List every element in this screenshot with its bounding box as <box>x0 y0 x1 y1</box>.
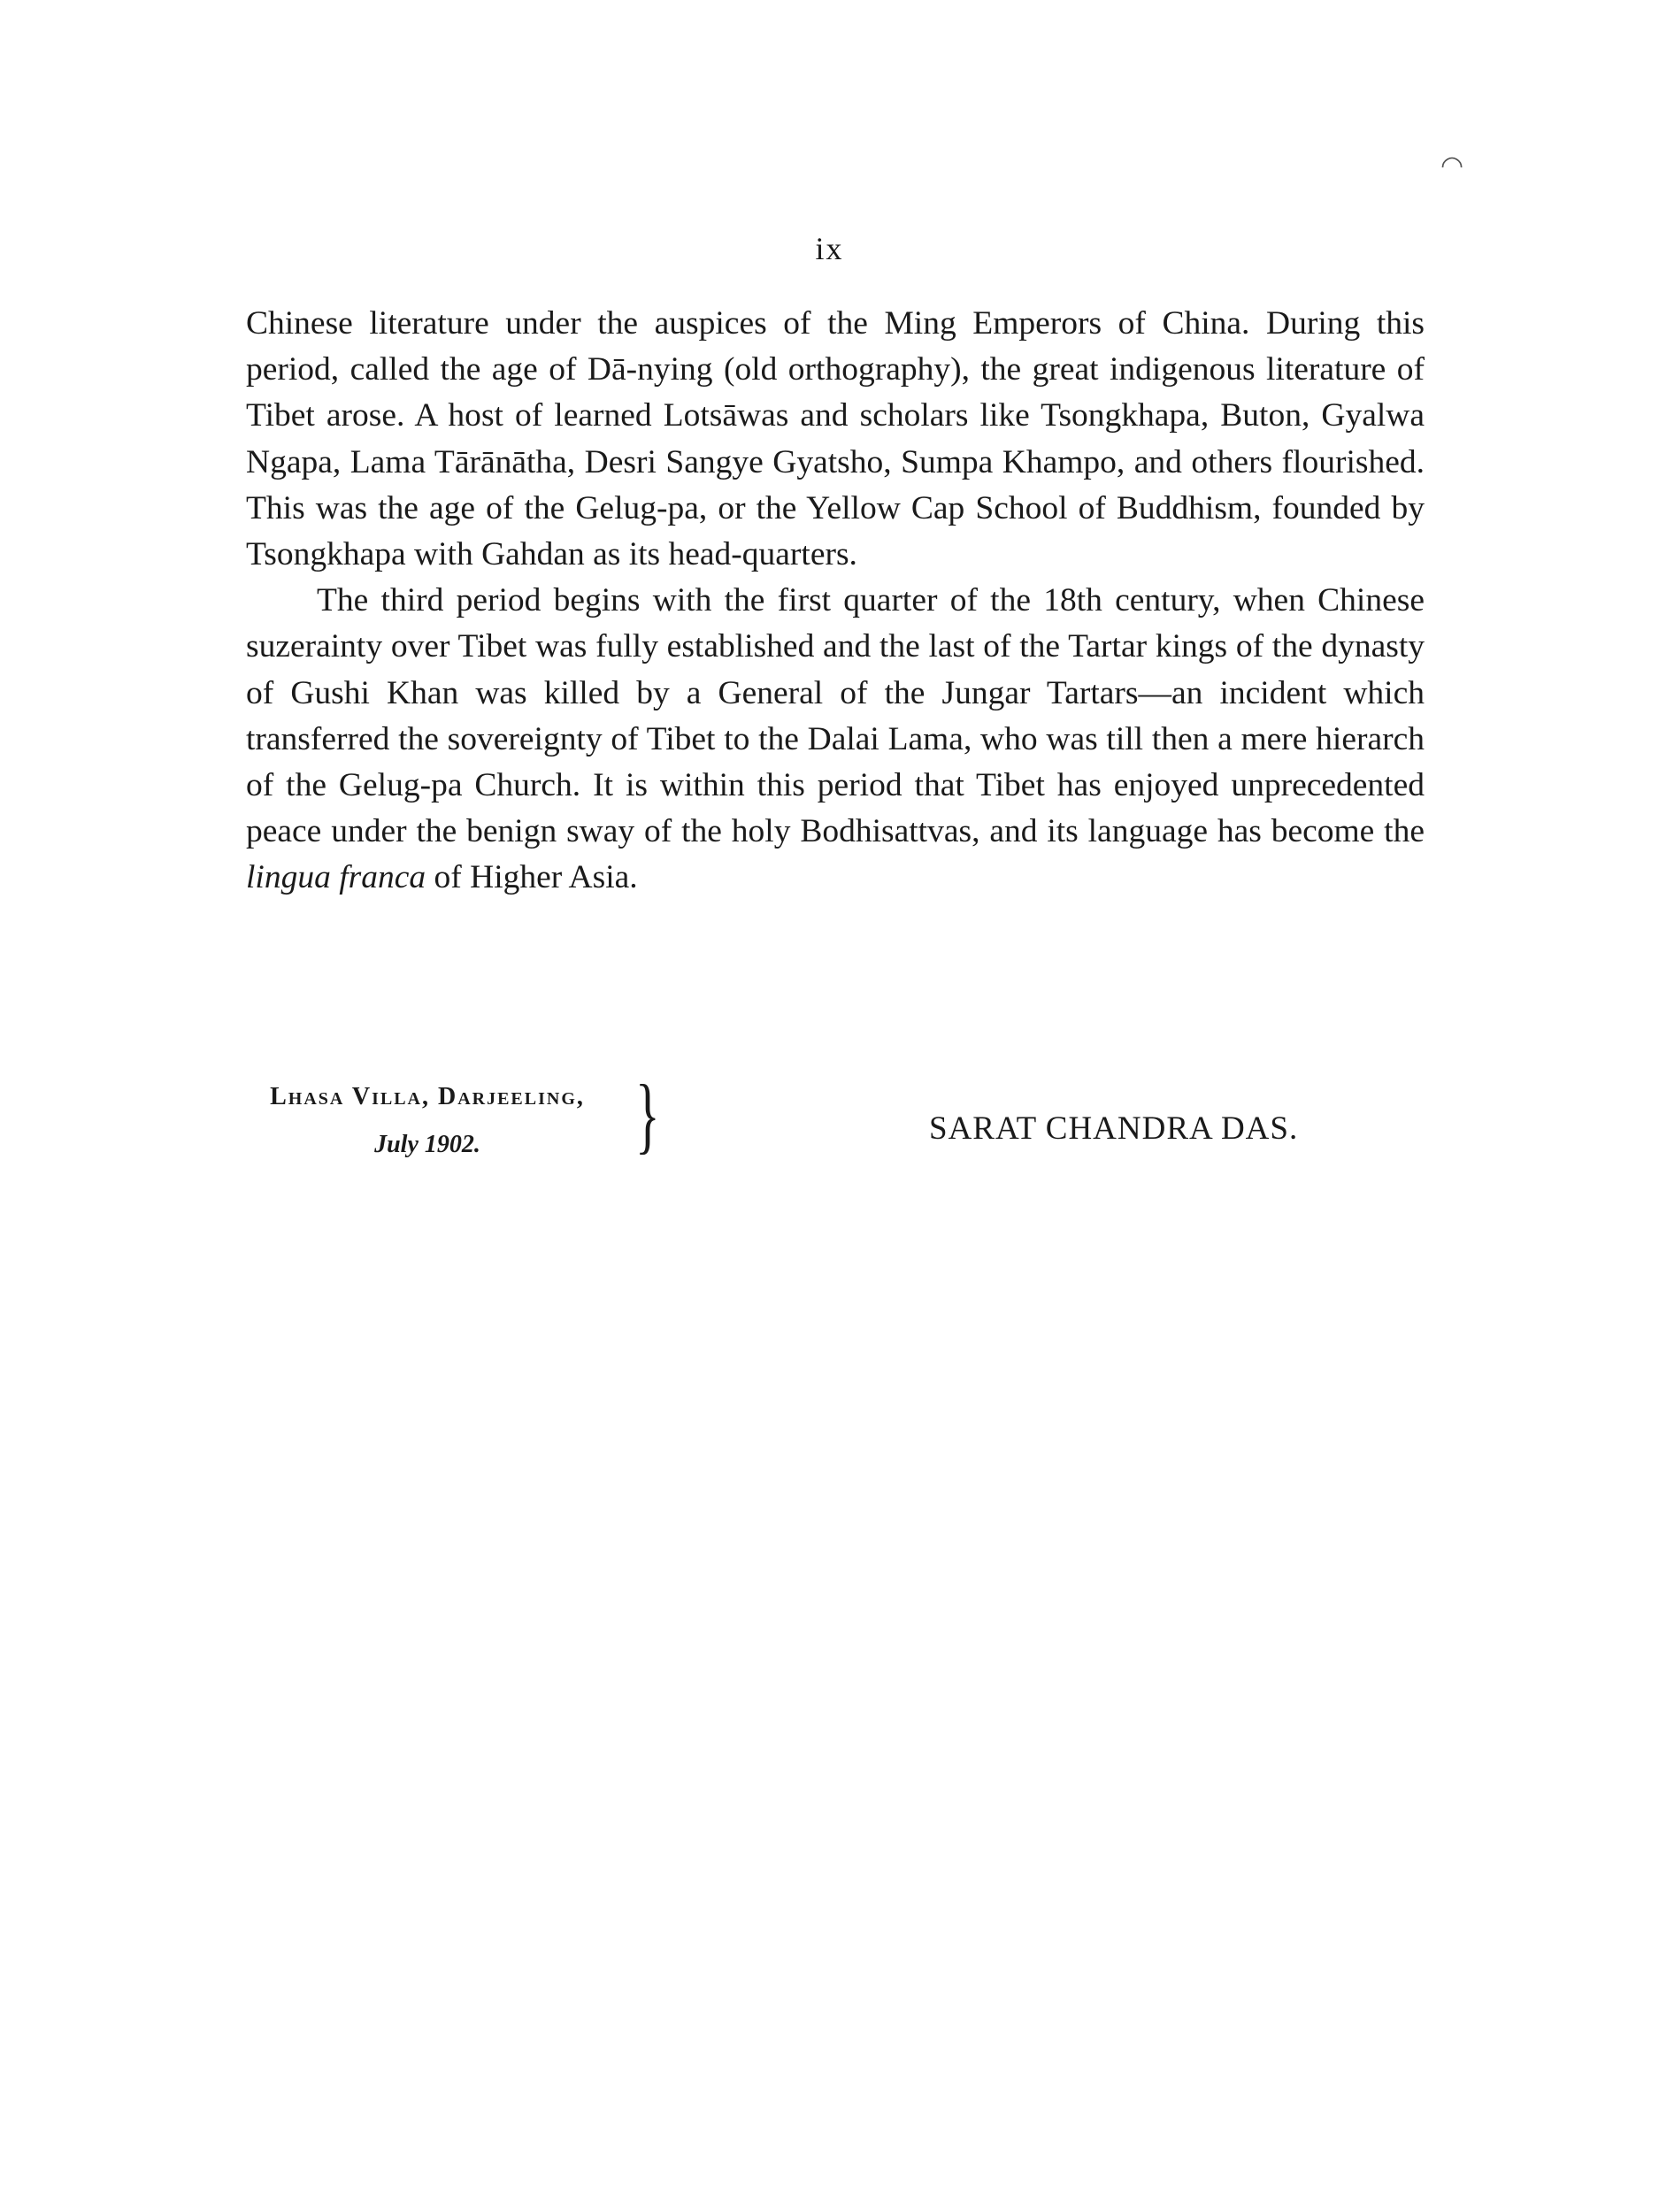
signoff <box>0 1067 1659 1186</box>
signoff-author: SARAT CHANDRA DAS. <box>929 1110 1299 1147</box>
paragraph-2-text: The third period begins with the first quarter of the 18th century, when Chinese suzerainty over Tibet was fully established and the last of the Tartar kings of the dynasty of Gushi Khan was killed by a General of the Jungar Tartars—an incident which transferred the sovereignty of Tibet to the Dalai Lama, who was till then a mere hierarch of the Gelug-pa Church. It is within this period that Tibet has enjoyed unprecedented peace under the benign sway of the holy Bodhisattvas, and its language has become the <box>246 582 1425 850</box>
italic-phrase: lingua franca <box>246 859 426 896</box>
paragraph-2-end: of Higher Asia. <box>426 859 638 896</box>
signoff-date: July 1902. <box>374 1131 480 1158</box>
paragraph-1-text: Chinese literature under the auspices of the Ming Emperors of China. During this period, called the age of Dā-nying (old orthography), the great indigenous literature of Tibet arose. A host of learned Lotsāwas and scholars like Tsongkhapa, Buton, Gyalwa Ngapa, Lama Tārānātha, Desri Sangye Gyatsho, Sumpa Khampo, and others flourished. This was the age of the Gelug-pa, or the Yellow Cap School of Buddhism, founded by Tsongkhapa with Gahdan as its head-quarters. <box>246 305 1425 573</box>
paragraph-1 <box>246 301 1425 578</box>
page-number: ix <box>815 231 844 266</box>
signoff-place: Lhasa Villa, Darjeeling, <box>270 1083 585 1110</box>
body-text <box>246 301 1425 902</box>
signoff-brace: } <box>635 1067 660 1162</box>
paragraph-2 <box>246 578 1425 901</box>
corner-mark: ◠ <box>1440 151 1464 180</box>
